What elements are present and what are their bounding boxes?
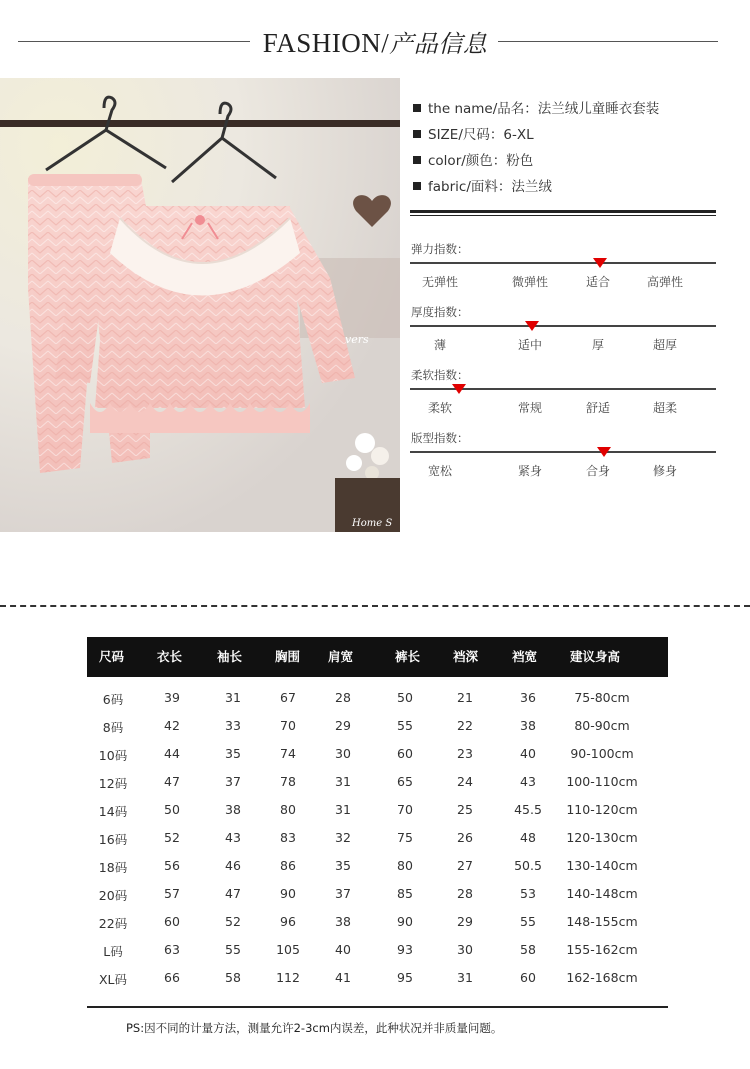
sign-text: Home S xyxy=(352,518,393,529)
table-cell: 80 xyxy=(397,858,413,873)
info-fabric-label: fabric/面料： xyxy=(428,179,512,195)
table-cell: 55 xyxy=(225,942,241,957)
table-cell: 44 xyxy=(164,746,180,761)
scale-marker-icon xyxy=(452,384,466,394)
table-cell: 31 xyxy=(225,690,241,705)
table-cell: 52 xyxy=(164,830,180,845)
scale-line xyxy=(410,325,716,327)
measurement-note: PS:因不同的计量方法，测量允许2-3cm内误差，此种状况并非质量问题。 xyxy=(126,1021,503,1035)
table-cell: 50 xyxy=(164,802,180,817)
table-cell: 47 xyxy=(225,886,241,901)
scale-marker-icon xyxy=(593,258,607,268)
table-cell: 100-110cm xyxy=(566,774,638,789)
table-cell: 30 xyxy=(457,942,473,957)
table-cell: 90 xyxy=(280,886,296,901)
table-cell: 21 xyxy=(457,690,473,705)
table-cell: XL码 xyxy=(98,972,128,987)
table-cell: 78 xyxy=(280,774,296,789)
scale-option: 无弹性 xyxy=(421,275,458,289)
table-cell: 55 xyxy=(397,718,413,733)
info-name-label: the name/品名： xyxy=(428,101,538,117)
scale-option: 厚 xyxy=(591,338,604,352)
scale-option: 适中 xyxy=(517,338,542,352)
table-cell: 50.5 xyxy=(514,858,542,873)
scale-title: 弹力指数： xyxy=(411,242,469,256)
scale-option: 高弹性 xyxy=(646,275,683,289)
scale-option: 紧身 xyxy=(517,464,542,478)
table-cell: 105 xyxy=(276,942,300,957)
info-name-value: 法兰绒儿童睡衣套装 xyxy=(537,101,660,117)
scale-option: 常规 xyxy=(517,401,542,415)
table-cell: 42 xyxy=(164,718,180,733)
table-cell: 20码 xyxy=(98,888,128,903)
table-cell: 130-140cm xyxy=(566,858,638,873)
table-cell: 24 xyxy=(457,774,473,789)
scale-option: 舒适 xyxy=(585,401,610,415)
table-cell: 38 xyxy=(520,718,536,733)
table-cell: 120-130cm xyxy=(566,830,638,845)
table-cell: 57 xyxy=(164,886,180,901)
table-cell: 74 xyxy=(280,746,296,761)
table-cell: 70 xyxy=(397,802,413,817)
info-fabric-value: 法兰绒 xyxy=(511,179,552,195)
size-table-bottom-line xyxy=(87,1006,668,1008)
table-cell: 37 xyxy=(225,774,241,789)
table-cell: 23 xyxy=(457,746,473,761)
table-cell: 48 xyxy=(520,830,536,845)
table-cell: 65 xyxy=(397,774,413,789)
column-header: 裆深 xyxy=(453,649,479,664)
table-cell: 56 xyxy=(164,858,180,873)
table-cell: 60 xyxy=(520,970,536,985)
column-header: 尺码 xyxy=(99,649,125,664)
table-cell: 46 xyxy=(225,858,241,873)
table-cell: 75-80cm xyxy=(574,690,630,705)
scale-marker-icon xyxy=(525,321,539,331)
table-cell: 41 xyxy=(335,970,351,985)
column-header: 肩宽 xyxy=(328,649,354,664)
table-cell: 110-120cm xyxy=(566,802,638,817)
info-name xyxy=(413,97,659,117)
table-cell: 95 xyxy=(397,970,413,985)
table-cell: 83 xyxy=(280,830,296,845)
table-cell: 58 xyxy=(225,970,241,985)
table-cell: 112 xyxy=(276,970,300,985)
table-cell: 31 xyxy=(335,802,351,817)
info-size-label: SIZE/尺码： xyxy=(428,127,504,143)
table-cell: 53 xyxy=(520,886,536,901)
column-header: 建议身高 xyxy=(570,649,621,664)
table-cell: 66 xyxy=(164,970,180,985)
scale-option: 宽松 xyxy=(427,464,452,478)
table-cell: 75 xyxy=(397,830,413,845)
table-cell: 38 xyxy=(335,914,351,929)
scale-option: 超柔 xyxy=(652,401,677,415)
column-header: 裆宽 xyxy=(512,649,538,664)
scale-title: 厚度指数： xyxy=(411,305,469,319)
table-cell: 148-155cm xyxy=(566,914,638,929)
table-cell: 35 xyxy=(335,858,351,873)
scale-marker-icon xyxy=(597,447,611,457)
column-header: 胸围 xyxy=(275,649,301,664)
table-cell: 37 xyxy=(335,886,351,901)
header-title xyxy=(0,24,750,59)
table-cell: 60 xyxy=(397,746,413,761)
scale-option: 薄 xyxy=(433,338,446,352)
scale-option: 柔软 xyxy=(427,401,452,415)
table-cell: 93 xyxy=(397,942,413,957)
scale-title: 柔软指数： xyxy=(411,368,469,382)
table-cell: 14码 xyxy=(98,804,128,819)
info-color xyxy=(413,149,533,169)
scale-title: 版型指数： xyxy=(411,431,469,445)
table-cell: 90-100cm xyxy=(570,746,634,761)
table-cell: 43 xyxy=(225,830,241,845)
table-cell: 6码 xyxy=(102,692,124,707)
table-cell: 35 xyxy=(225,746,241,761)
table-cell: 45.5 xyxy=(514,802,542,817)
table-cell: 40 xyxy=(520,746,536,761)
column-header: 衣长 xyxy=(157,649,183,664)
table-cell: 33 xyxy=(225,718,241,733)
table-cell: 67 xyxy=(280,690,296,705)
scale-option: 修身 xyxy=(652,464,677,478)
column-header: 裤长 xyxy=(395,649,421,664)
table-cell: 155-162cm xyxy=(566,942,638,957)
table-cell: 31 xyxy=(335,774,351,789)
table-cell: 39 xyxy=(164,690,180,705)
scale-option: 微弹性 xyxy=(511,275,548,289)
table-cell: L码 xyxy=(103,944,123,959)
table-cell: 26 xyxy=(457,830,473,845)
header-title-cn: 产品信息 xyxy=(389,30,488,58)
scale-line xyxy=(410,451,716,453)
scale-option: 适合 xyxy=(585,275,610,289)
table-cell: 70 xyxy=(280,718,296,733)
table-cell: 10码 xyxy=(98,748,128,763)
table-cell: 40 xyxy=(335,942,351,957)
table-cell: 18码 xyxy=(98,860,128,875)
dashed-separator xyxy=(0,605,750,607)
table-cell: 55 xyxy=(520,914,536,929)
table-cell: 63 xyxy=(164,942,180,957)
table-cell: 140-148cm xyxy=(566,886,638,901)
table-cell: 96 xyxy=(280,914,296,929)
info-color-label: color/颜色： xyxy=(428,153,507,169)
table-cell: 52 xyxy=(225,914,241,929)
table-cell: 32 xyxy=(335,830,351,845)
table-cell: 90 xyxy=(397,914,413,929)
table-cell: 8码 xyxy=(102,720,124,735)
info-divider-thin xyxy=(410,215,716,216)
table-cell: 58 xyxy=(520,942,536,957)
column-header: 袖长 xyxy=(217,649,243,664)
bullet-icon xyxy=(413,182,421,190)
product-photo xyxy=(0,78,400,532)
info-size-value: 6-XL xyxy=(503,127,534,143)
table-cell: 25 xyxy=(457,802,473,817)
table-cell: 36 xyxy=(520,690,536,705)
scale-option: 超厚 xyxy=(652,338,677,352)
table-cell: 60 xyxy=(164,914,180,929)
table-cell: 29 xyxy=(457,914,473,929)
info-color-value: 粉色 xyxy=(506,153,534,169)
table-cell: 22码 xyxy=(98,916,128,931)
table-cell: 85 xyxy=(397,886,413,901)
table-cell: 28 xyxy=(335,690,351,705)
table-cell: 16码 xyxy=(98,832,128,847)
table-cell: 80-90cm xyxy=(574,718,630,733)
info-fabric xyxy=(413,175,552,195)
header-title-en: FASHION/ xyxy=(262,28,390,58)
table-cell: 80 xyxy=(280,802,296,817)
table-cell: 12码 xyxy=(98,776,128,791)
bullet-icon xyxy=(413,156,421,164)
table-cell: 31 xyxy=(457,970,473,985)
bullet-icon xyxy=(413,130,421,138)
table-cell: 38 xyxy=(225,802,241,817)
table-cell: 29 xyxy=(335,718,351,733)
scale-line xyxy=(410,262,716,264)
info-divider xyxy=(410,210,716,213)
table-cell: 50 xyxy=(397,690,413,705)
bullet-icon xyxy=(413,104,421,112)
table-cell: 27 xyxy=(457,858,473,873)
table-cell: 22 xyxy=(457,718,473,733)
size-table-header xyxy=(87,637,668,677)
scale-option: 合身 xyxy=(585,464,610,478)
wall-text: vers xyxy=(345,333,369,346)
table-cell: 86 xyxy=(280,858,296,873)
table-cell: 47 xyxy=(164,774,180,789)
table-cell: 28 xyxy=(457,886,473,901)
table-cell: 30 xyxy=(335,746,351,761)
info-size xyxy=(413,123,534,143)
table-cell: 162-168cm xyxy=(566,970,638,985)
table-cell: 43 xyxy=(520,774,536,789)
